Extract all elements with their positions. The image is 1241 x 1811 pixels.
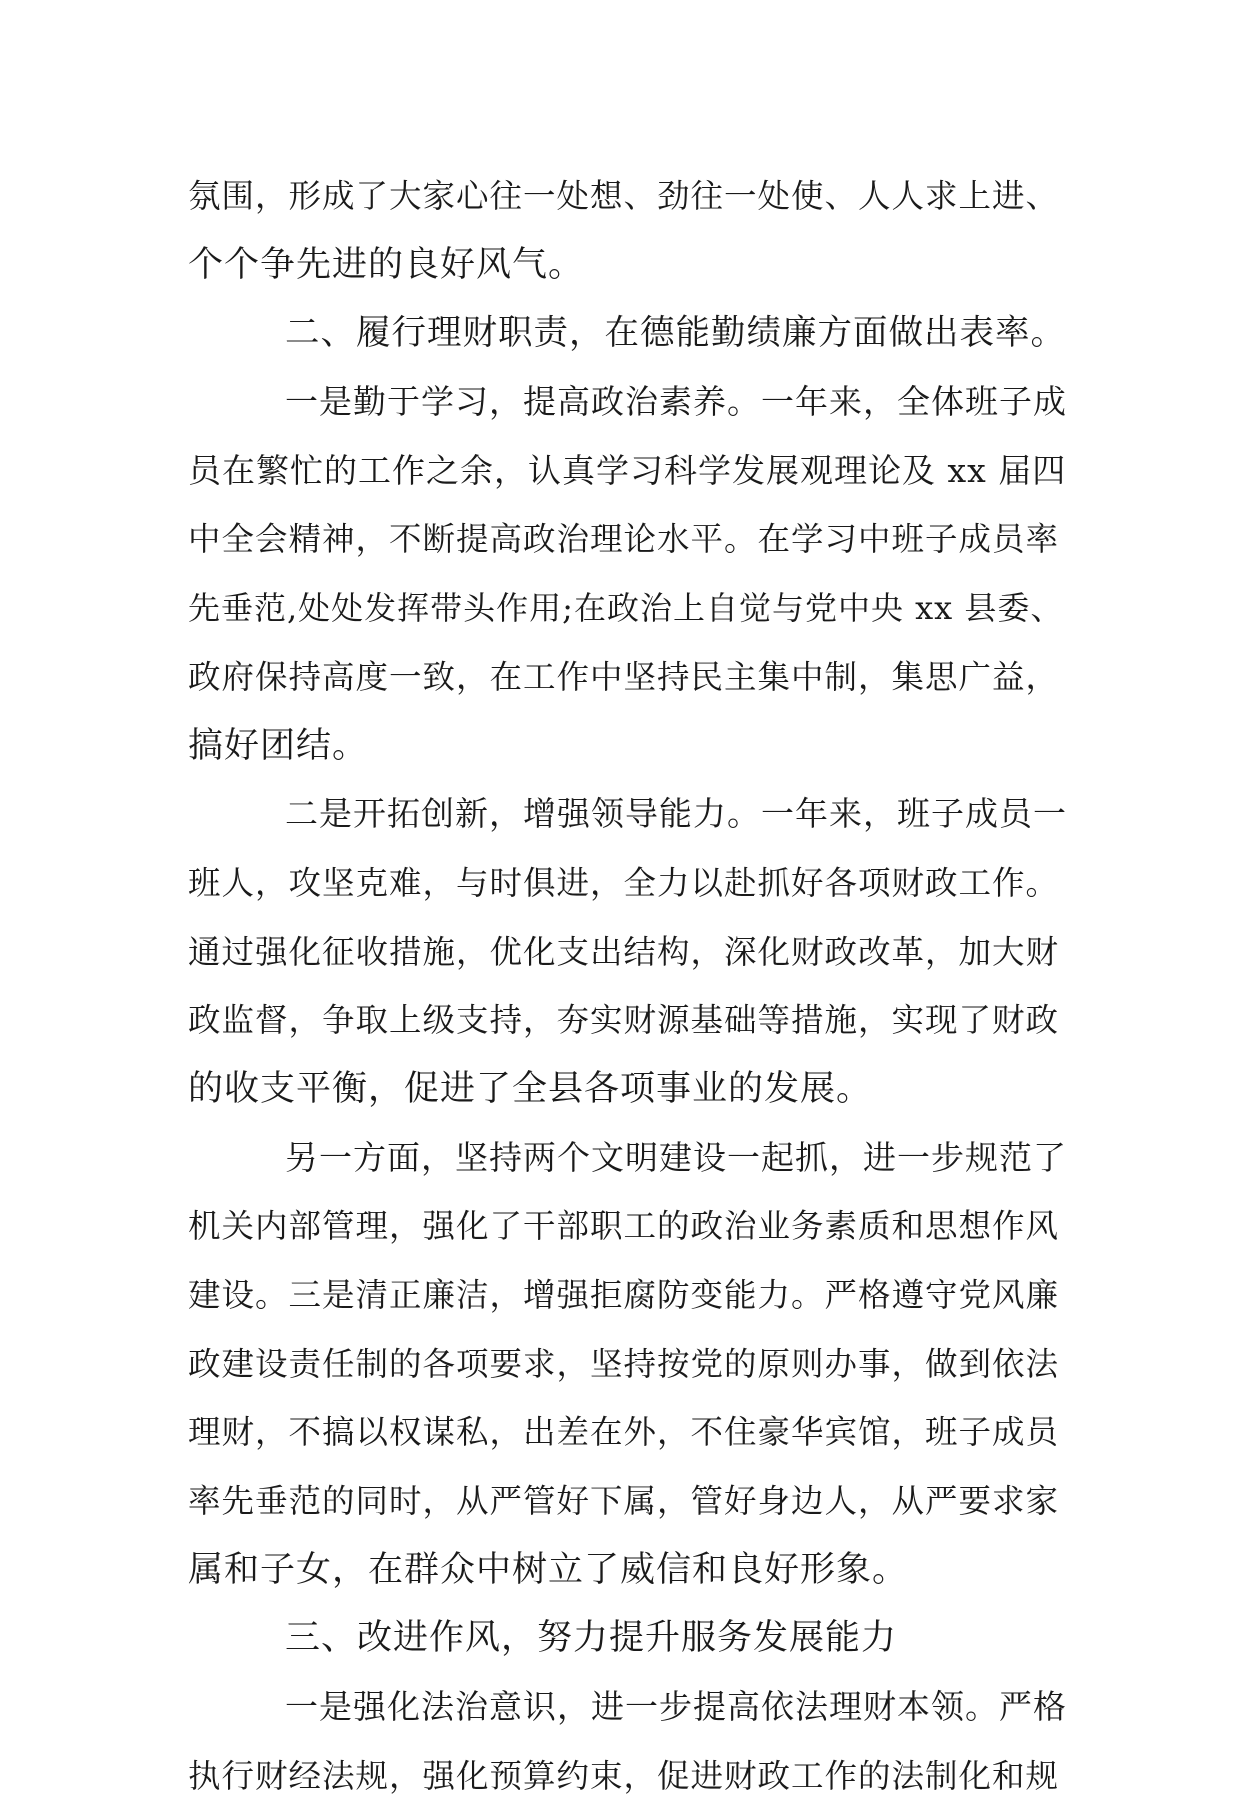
text-line: 属和子女，在群众中树立了威信和良好形象。: [188, 1549, 909, 1590]
text-line: 政府保持高度一致，在工作中坚持民主集中制，集思广益，: [188, 657, 1060, 696]
section-heading: 三、改进作风，努力提升服务发展能力: [285, 1618, 898, 1659]
text-line: 氛围，形成了大家心往一处想、劲往一处使、人人求上进、: [188, 177, 1060, 215]
text-line: 机关内部管理，强化了干部职工的政治业务素质和思想作风: [188, 1207, 1060, 1246]
text-line: 先垂范,处处发挥带头作用;在政治上自觉与党中央 xx 县委、: [188, 589, 1064, 628]
text-line: 政建设责任制的各项要求，坚持按党的原则办事，做到依法: [188, 1344, 1060, 1383]
text-line: 搞好团结。: [188, 725, 369, 766]
text-line: 建设。三是清正廉洁，增强拒腐防变能力。严格遵守党风廉: [188, 1276, 1060, 1314]
text-line: 班人，攻坚克难，与时俱进，全力以赴抓好各项财政工作。: [188, 863, 1060, 902]
paragraph-start: 一是强化法治意识，进一步提高依法理财本领。严格: [285, 1687, 1067, 1727]
text-line: 率先垂范的同时，从严管好下属，管好身边人，从严要求家: [188, 1482, 1060, 1521]
paragraph-start: 一是勤于学习，提高政治素养。一年来，全体班子成: [285, 382, 1067, 422]
text-line: 的收支平衡，促进了全县各项事业的发展。: [188, 1068, 873, 1109]
text-line: 员在繁忙的工作之余，认真学习科学发展观理论及 xx 届四: [188, 450, 1067, 490]
text-line: 通过强化征收措施，优化支出结构，深化财政改革，加大财: [188, 932, 1060, 971]
text-line: 执行财经法规，强化预算约束，促进财政工作的法制化和规: [188, 1756, 1060, 1795]
text-line: 政监督，争取上级支持，夯实财源基础等措施，实现了财政: [188, 1001, 1060, 1040]
text-line: 理财，不搞以权谋私，出差在外，不住豪华宾馆，班子成员: [188, 1413, 1060, 1452]
text-line: 中全会精神，不断提高政治理论水平。在学习中班子成员率: [188, 520, 1060, 559]
section-heading: 二、履行理财职责，在德能勤绩廉方面做出表率。: [285, 313, 1066, 354]
paragraph-start: 另一方面，坚持两个文明建设一起抓，进一步规范了: [285, 1137, 1067, 1177]
body-text: [188, 162, 1068, 1811]
text-line: 个个争先进的良好风气。: [188, 244, 585, 285]
paragraph-start: 二是开拓创新，增强领导能力。一年来，班子成员一: [285, 794, 1067, 834]
